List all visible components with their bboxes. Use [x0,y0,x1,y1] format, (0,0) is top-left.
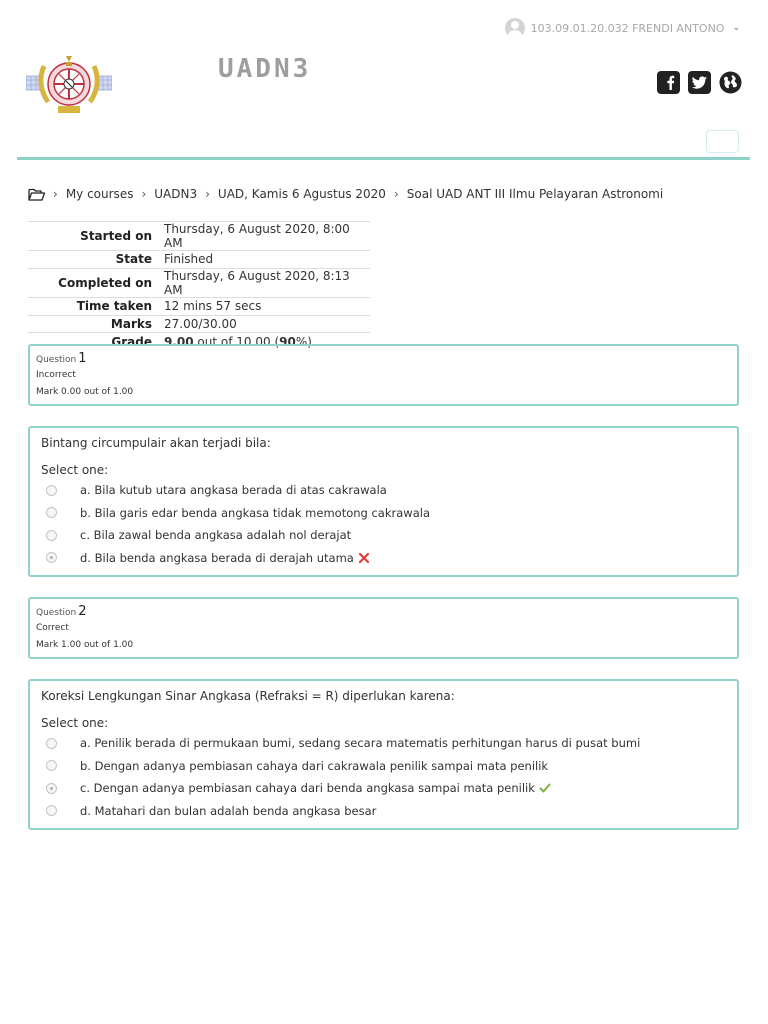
chevron-right-icon: › [53,187,58,201]
question-text: Bintang circumpulair akan terjadi bila: [41,436,271,450]
completed-value: Thursday, 6 August 2020, 8:13 AM [164,268,350,297]
question-number: Question 2 [36,604,87,619]
question-number: Question 1 [36,351,87,366]
site-logo[interactable] [26,54,112,116]
answer-list [41,479,726,569]
select-one-prompt: Select one: [41,463,109,477]
twitter-icon[interactable] [688,71,711,94]
answer-option[interactable]: c. Dengan adanya pembiasan cahaya dari benda angkasa sampai mata penilik [41,777,726,800]
started-label: Started on [80,229,152,243]
attempt-summary-table [28,221,370,351]
table-row [28,297,370,315]
marks-label: Marks [110,316,152,331]
question-grade: Mark 0.00 out of 1.00 [36,387,134,397]
question-grade: Mark 1.00 out of 1.00 [36,640,134,650]
marks-value: 27.00/30.00 [164,316,237,331]
social-links [657,71,742,94]
question-content-1 [28,426,739,577]
answer-option[interactable]: b. Bila garis edar benda angkasa tidak memotong cakrawala [41,502,726,525]
answer-option[interactable]: b. Dengan adanya pembiasan cahaya dari cakrawala penilik sampai mata penilik [41,755,726,778]
radio-button[interactable] [46,485,57,496]
completed-label: Completed on [58,275,152,290]
question-info-1 [28,344,739,406]
question-content-2 [28,679,739,830]
radio-button[interactable] [46,760,57,771]
correct-icon [539,782,551,794]
incorrect-icon [358,552,370,564]
state-value: Finished [164,252,214,267]
folder-open-icon[interactable] [28,188,45,201]
chevron-down-icon[interactable]: ⌄ [732,23,740,33]
radio-button[interactable] [46,530,57,541]
breadcrumb-my-courses[interactable]: My courses [65,187,134,201]
radio-button[interactable] [46,738,57,749]
radio-button[interactable] [46,507,57,518]
state-label: State [115,252,152,267]
table-row [28,251,370,269]
site-name[interactable]: UADN3 [218,54,312,84]
answer-option[interactable]: a. Penilik berada di permukaan bumi, sedang secara matematis perhitungan harus di pusat bumi [41,732,726,755]
question-state: Incorrect [36,370,76,380]
breadcrumb-section[interactable]: UAD, Kamis 6 Agustus 2020 [217,187,386,201]
started-value: Thursday, 6 August 2020, 8:00 AM [164,222,350,250]
radio-button[interactable] [46,805,57,816]
user-name: 103.09.01.20.032 FRENDI ANTONO [530,21,725,35]
answer-option[interactable]: d. Bila benda angkasa berada di derajah utama [41,547,726,570]
table-row [28,222,370,251]
globe-icon[interactable] [719,71,742,94]
chevron-right-icon: › [393,187,399,201]
question-state: Correct [36,623,69,633]
breadcrumb [28,185,663,203]
grade-close: %) [295,335,312,350]
answer-option[interactable]: d. Matahari dan bulan adalah benda angkasa besar [41,800,726,823]
nav-toggle-button[interactable] [706,130,739,153]
chevron-right-icon: › [141,187,147,201]
breadcrumb-quiz[interactable]: Soal UAD ANT III Ilmu Pelayaran Astronomi [406,187,664,201]
grade-percent: 90 [279,335,296,350]
table-row [28,315,370,333]
time-taken-label: Time taken [76,299,152,314]
radio-button-selected[interactable] [46,783,57,794]
question-info-2 [28,597,739,659]
answer-list [41,732,726,822]
radio-button-selected[interactable] [46,552,57,563]
question-text: Koreksi Lengkungan Sinar Angkasa (Refraksi = R) diperlukan karena: [41,689,455,703]
answer-option[interactable]: a. Bila kutub utara angkasa berada di atas cakrawala [41,479,726,502]
table-row [28,268,370,297]
grade-score: 9.00 [164,335,194,350]
header-divider [17,157,750,160]
select-one-prompt: Select one: [41,716,109,730]
avatar [505,18,525,38]
chevron-right-icon: › [205,187,210,201]
facebook-icon[interactable] [657,71,680,94]
grade-out-of: out of 10.00 ( [193,335,280,350]
grade-label: Grade [111,335,152,350]
time-taken-value: 12 mins 57 secs [164,299,262,314]
user-menu[interactable] [505,18,740,38]
breadcrumb-course[interactable]: UADN3 [154,187,198,201]
answer-option[interactable]: c. Bila zawal benda angkasa adalah nol derajat [41,524,726,547]
